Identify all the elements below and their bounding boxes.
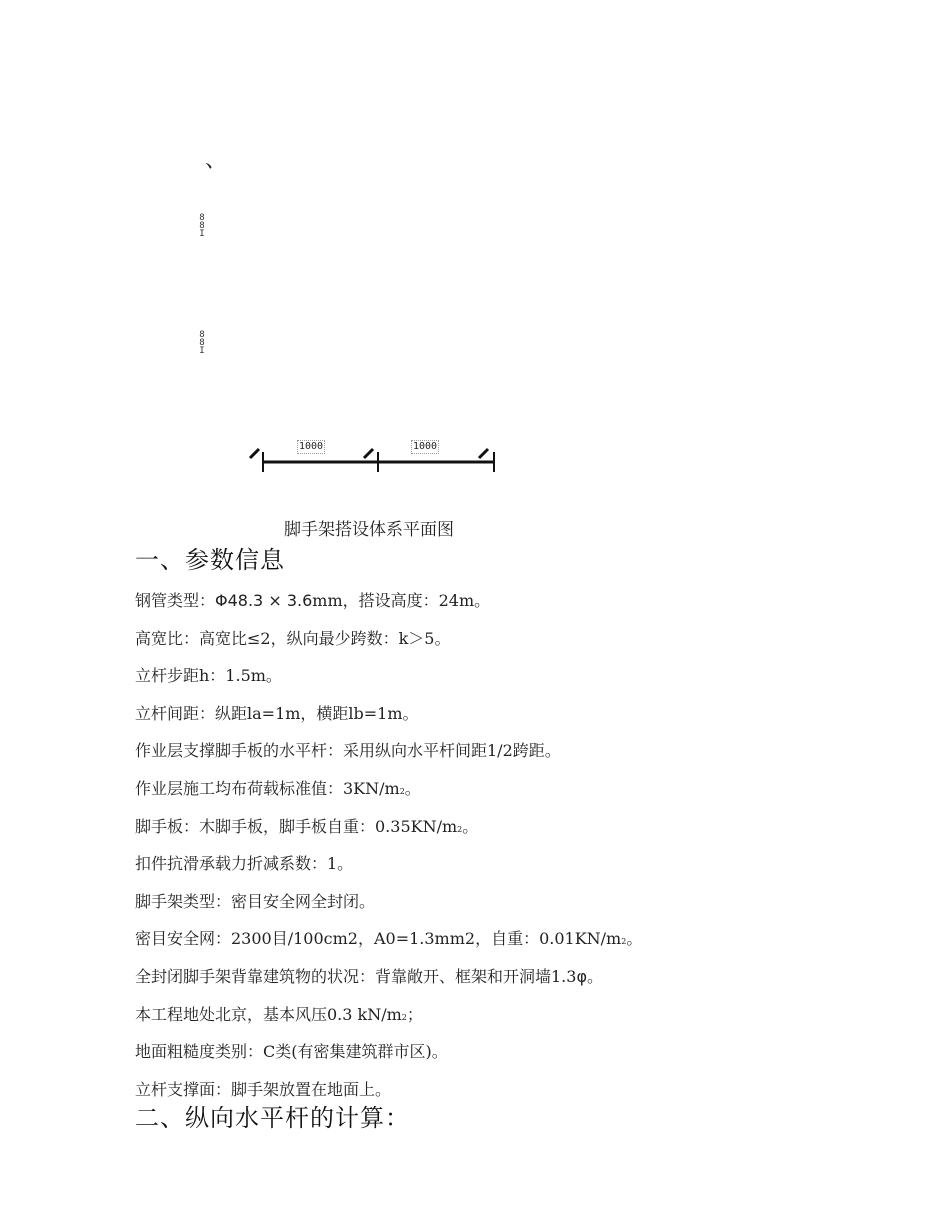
parameter-line [135, 1042, 448, 1062]
dimension-label-2: 1000 [413, 441, 438, 452]
top-tick-mark: 、 [205, 148, 228, 173]
figure-caption: 脚手架搭设体系平面图 [284, 520, 454, 540]
parameter-text: 钢管类型： [135, 591, 216, 610]
parameter-line [135, 629, 450, 649]
parameter-symbol: φ [576, 967, 588, 986]
parameter-line [135, 779, 421, 802]
parameter-text: 作业层支撑脚手板的水平杆：采用纵向水平杆间距1/2跨距。 [135, 741, 561, 761]
parameter-line [135, 591, 490, 611]
parameter-text: 密目安全网：2300目/100cm2，A0=1.3mm2，自重：0.01KN/m [135, 929, 622, 949]
parameter-text: 作业层施工均布荷载标准值：3KN/m [135, 779, 400, 798]
parameter-line [135, 1080, 391, 1100]
unit-superscript: 2 [399, 787, 405, 796]
parameter-suffix: 。 [404, 779, 421, 798]
parameter-text: 脚手架类型：密目安全网全封闭。 [135, 891, 376, 911]
parameter-line [135, 741, 561, 761]
parameter-text: 立杆间距：纵距la=1m，横距lb=1m。 [135, 703, 419, 723]
unit-superscript: 2 [621, 937, 627, 947]
parameter-line [135, 892, 375, 912]
dimension-slash-2 [364, 449, 373, 458]
dimension-slash-1 [250, 449, 259, 458]
parameter-line [135, 666, 282, 686]
parameter-text: 脚手板：木脚手板，脚手板自重：0.35KN/m [135, 816, 458, 836]
parameter-text: 高宽比：高宽比≤2，纵向最少跨数：k＞5。 [135, 628, 451, 648]
dimension-line-diagram [245, 440, 505, 480]
parameter-line [135, 1005, 423, 1028]
parameter-text: 立杆步距h：1.5m。 [135, 666, 282, 686]
parameter-line [135, 704, 419, 724]
parameter-text: 全封闭脚手架背靠建筑物的状况：背靠敞开、框架和开洞墙1.3 [135, 967, 577, 986]
unit-superscript: 2 [457, 824, 463, 834]
parameter-suffix: ； [406, 1004, 423, 1024]
parameter-suffix: 。 [587, 967, 604, 986]
parameter-line [135, 854, 353, 874]
parameter-suffix: mm，搭设高度：24m。 [312, 591, 491, 610]
parameter-text: 扣件抗滑承载力折减系数：1。 [135, 854, 354, 874]
dimension-label-1: 1000 [299, 441, 324, 452]
dimension-slash-3 [479, 449, 488, 458]
unit-superscript: 2 [401, 1012, 407, 1022]
parameter-text: 立杆支撑面：脚手架放置在地面上。 [135, 1079, 392, 1099]
parameter-suffix: 。 [626, 929, 643, 949]
parameter-line [135, 817, 478, 840]
section-heading-longitudinal-bar: 二、纵向水平杆的计算： [135, 1104, 410, 1132]
parameter-line [135, 929, 642, 952]
pole-symbol-1: 8 8 I [199, 213, 205, 239]
pole-symbol-2: 8 8 I [199, 330, 205, 356]
parameter-line [135, 967, 603, 987]
parameter-symbol: Φ48.3 × 3.6 [215, 591, 313, 610]
parameter-suffix: 。 [462, 816, 479, 836]
section-heading-parameters: 一、参数信息 [135, 546, 285, 574]
parameter-text: 地面粗糙度类别：C类(有密集建筑群市区)。 [135, 1042, 448, 1062]
parameter-text: 本工程地处北京，基本风压0.3 kN/m [135, 1004, 402, 1024]
